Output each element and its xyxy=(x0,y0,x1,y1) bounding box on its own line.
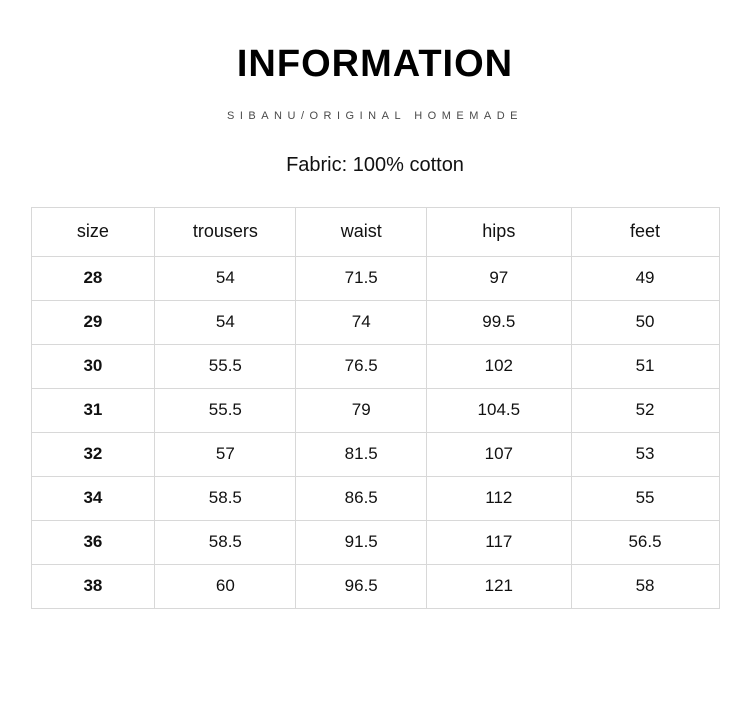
cell-size: 34 xyxy=(31,476,155,520)
information-page xyxy=(0,44,750,715)
table-header-row xyxy=(31,207,719,256)
cell-trousers: 55.5 xyxy=(155,344,296,388)
cell-hips: 112 xyxy=(427,476,571,520)
cell-feet: 49 xyxy=(571,256,719,300)
column-header-feet: feet xyxy=(571,207,719,256)
page-title: INFORMATION xyxy=(236,43,514,85)
table-row xyxy=(31,256,719,300)
cell-feet: 56.5 xyxy=(571,520,719,564)
cell-trousers: 58.5 xyxy=(155,520,296,564)
size-table-body xyxy=(31,256,719,608)
cell-waist: 96.5 xyxy=(296,564,427,608)
table-row xyxy=(31,564,719,608)
cell-hips: 121 xyxy=(427,564,571,608)
table-row xyxy=(31,344,719,388)
table-row xyxy=(31,432,719,476)
table-row xyxy=(31,388,719,432)
cell-trousers: 55.5 xyxy=(155,388,296,432)
cell-waist: 91.5 xyxy=(296,520,427,564)
cell-trousers: 58.5 xyxy=(155,476,296,520)
cell-waist: 79 xyxy=(296,388,427,432)
cell-size: 36 xyxy=(31,520,155,564)
cell-feet: 58 xyxy=(571,564,719,608)
cell-size: 28 xyxy=(31,256,155,300)
cell-waist: 76.5 xyxy=(296,344,427,388)
column-header-waist: waist xyxy=(296,207,427,256)
fabric-label: Fabric: 100% cotton xyxy=(286,153,464,176)
cell-waist: 74 xyxy=(296,300,427,344)
cell-trousers: 57 xyxy=(155,432,296,476)
cell-size: 31 xyxy=(31,388,155,432)
cell-waist: 86.5 xyxy=(296,476,427,520)
cell-feet: 50 xyxy=(571,300,719,344)
cell-feet: 55 xyxy=(571,476,719,520)
table-row xyxy=(31,476,719,520)
cell-hips: 102 xyxy=(427,344,571,388)
cell-hips: 97 xyxy=(427,256,571,300)
column-header-hips: hips xyxy=(427,207,571,256)
cell-size: 30 xyxy=(31,344,155,388)
table-row xyxy=(31,520,719,564)
cell-hips: 107 xyxy=(427,432,571,476)
cell-trousers: 60 xyxy=(155,564,296,608)
cell-hips: 117 xyxy=(427,520,571,564)
size-table-header xyxy=(31,207,719,256)
cell-feet: 53 xyxy=(571,432,719,476)
cell-waist: 81.5 xyxy=(296,432,427,476)
cell-size: 38 xyxy=(31,564,155,608)
cell-hips: 104.5 xyxy=(427,388,571,432)
column-header-size: size xyxy=(31,207,155,256)
cell-trousers: 54 xyxy=(155,256,296,300)
cell-size: 29 xyxy=(31,300,155,344)
cell-size: 32 xyxy=(31,432,155,476)
size-table xyxy=(31,207,720,609)
cell-waist: 71.5 xyxy=(296,256,427,300)
cell-hips: 99.5 xyxy=(427,300,571,344)
table-row xyxy=(31,300,719,344)
cell-feet: 51 xyxy=(571,344,719,388)
size-table-container xyxy=(31,207,720,609)
cell-trousers: 54 xyxy=(155,300,296,344)
column-header-trousers: trousers xyxy=(155,207,296,256)
page-subtitle: SIBANU/ORIGINAL HOMEMADE xyxy=(226,109,523,122)
cell-feet: 52 xyxy=(571,388,719,432)
